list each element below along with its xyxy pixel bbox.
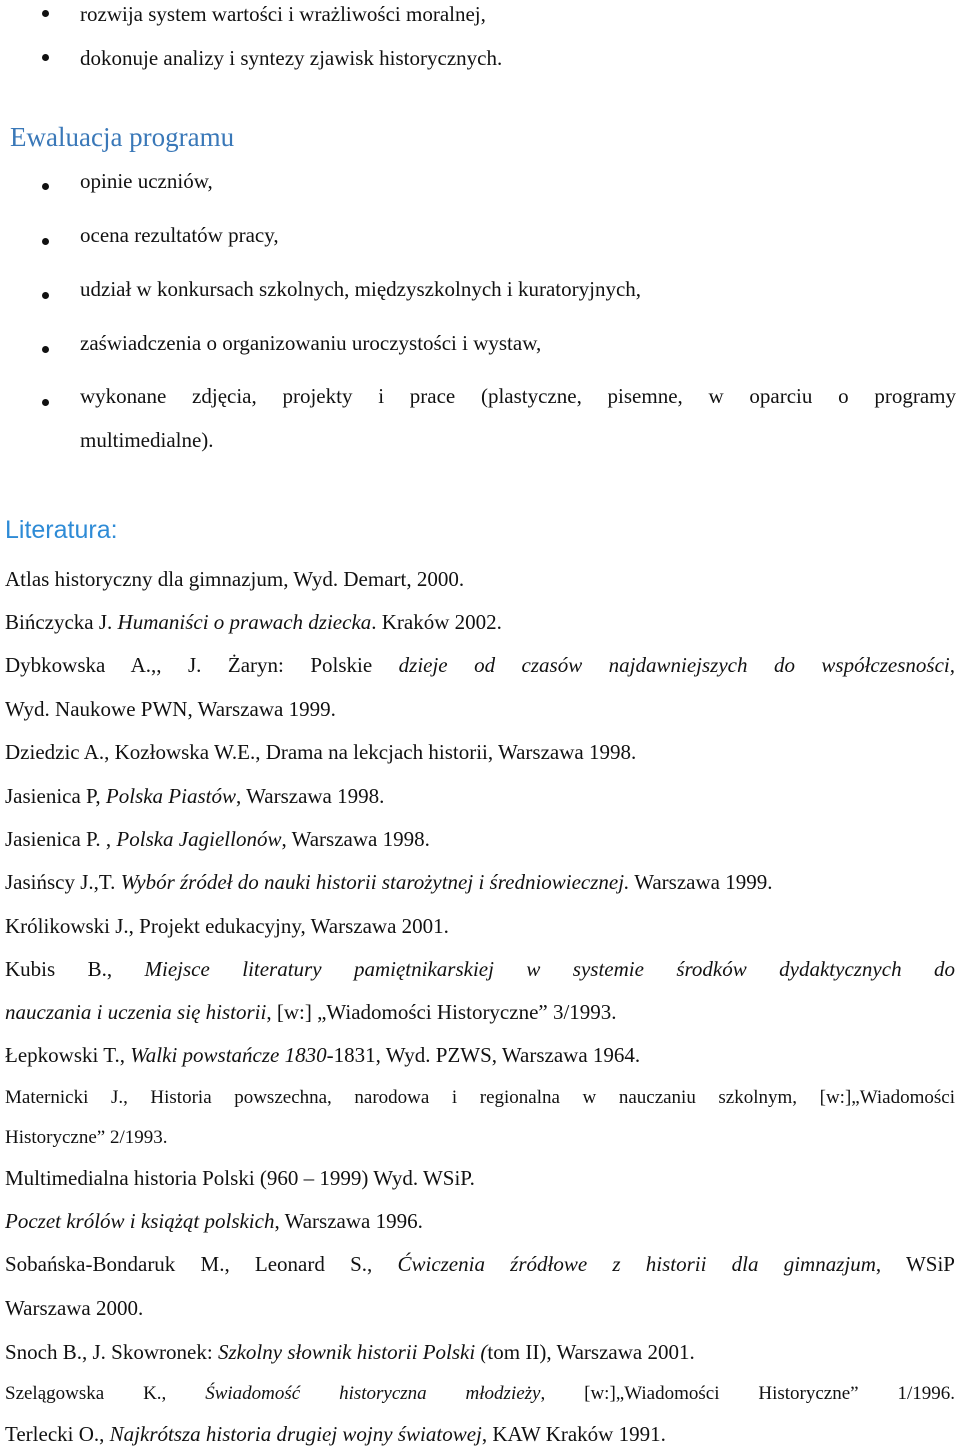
bullet-icon (42, 10, 49, 17)
literature-entry-11: Maternicki J., Historia powszechna, narodowa i regionalna w nauczaniu szkolnym, [w:]„Wiadomości (5, 1087, 955, 1108)
intro-bullet-2: dokonuje analizy i syntezy zjawisk historycznych. (80, 46, 503, 70)
literature-entry-11-cont: Historyczne” 2/1993. (5, 1127, 168, 1148)
evaluation-item-2: ocena rezultatów pracy, (80, 223, 279, 247)
evaluation-item-5-cont: multimedialne). (80, 428, 214, 452)
bullet-icon (42, 238, 49, 245)
literature-entry-7: Jasińscy J.,T. Wybór źródeł do nauki historii starożytnej i średniowiecznej. Warszawa 1999. (5, 870, 773, 894)
literature-entry-9: Kubis B., Miejsce literatury pamiętnikarskiej w systemie środków dydaktycznych do (5, 957, 955, 981)
bullet-icon (42, 399, 49, 406)
bullet-icon (42, 183, 49, 190)
literature-entry-4: Dziedzic A., Kozłowska W.E., Drama na lekcjach historii, Warszawa 1998. (5, 740, 637, 764)
intro-bullet-1: rozwija system wartości i wrażliwości moralnej, (80, 2, 486, 26)
literature-entry-10: Łepkowski T., Walki powstańcze 1830-1831, Wyd. PZWS, Warszawa 1964. (5, 1043, 641, 1067)
evaluation-item-5: wykonane zdjęcia, projekty i prace (plastyczne, pisemne, w oparciu o programy (80, 384, 956, 408)
bullet-icon (42, 54, 49, 61)
literature-entry-15: Snoch B., J. Skowronek: Szkolny słownik historii Polski (tom II), Warszawa 2001. (5, 1340, 695, 1364)
literature-entry-13: Poczet królów i książąt polskich, Warszawa 1996. (5, 1209, 423, 1233)
literature-entry-5: Jasienica P, Polska Piastów, Warszawa 1998. (5, 784, 385, 808)
literature-entry-2: Bińczycka J. Humaniści o prawach dziecka. Kraków 2002. (5, 610, 502, 634)
literature-heading: Literatura: (5, 516, 118, 544)
literature-entry-12: Multimedialna historia Polski (960 – 1999) Wyd. WSiP. (5, 1166, 475, 1190)
bullet-icon (42, 292, 49, 299)
literature-entry-14: Sobańska-Bondaruk M., Leonard S., Ćwiczenia źródłowe z historii dla gimnazjum, WSiP (5, 1252, 955, 1276)
literature-entry-16: Szelągowska K., Świadomość historyczna młodzieży, [w:]„Wiadomości Historyczne” 1/1996. (5, 1383, 956, 1404)
literature-entry-3-cont: Wyd. Naukowe PWN, Warszawa 1999. (5, 697, 336, 721)
literature-entry-9-cont: nauczania i uczenia się historii, [w:] „Wiadomości Historyczne” 3/1993. (5, 1000, 617, 1024)
bullet-icon (42, 346, 49, 353)
literature-entry-17: Terlecki O., Najkrótsza historia drugiej wojny światowej, KAW Kraków 1991. (5, 1422, 666, 1446)
evaluation-item-1: opinie uczniów, (80, 169, 213, 193)
literature-entry-1: Atlas historyczny dla gimnazjum, Wyd. Demart, 2000. (5, 567, 465, 591)
evaluation-item-3: udział w konkursach szkolnych, międzyszkolnych i kuratoryjnych, (80, 277, 642, 301)
literature-entry-14-cont: Warszawa 2000. (5, 1296, 144, 1320)
literature-entry-8: Królikowski J., Projekt edukacyjny, Warszawa 2001. (5, 914, 449, 938)
literature-entry-6: Jasienica P. , Polska Jagiellonów, Warszawa 1998. (5, 827, 430, 851)
evaluation-heading: Ewaluacja programu (10, 122, 235, 152)
literature-entry-3: Dybkowska A.,, J. Żaryn: Polskie dzieje od czasów najdawniejszych do współczesności, (5, 653, 955, 677)
evaluation-item-4: zaświadczenia o organizowaniu uroczystości i wystaw, (80, 331, 542, 355)
